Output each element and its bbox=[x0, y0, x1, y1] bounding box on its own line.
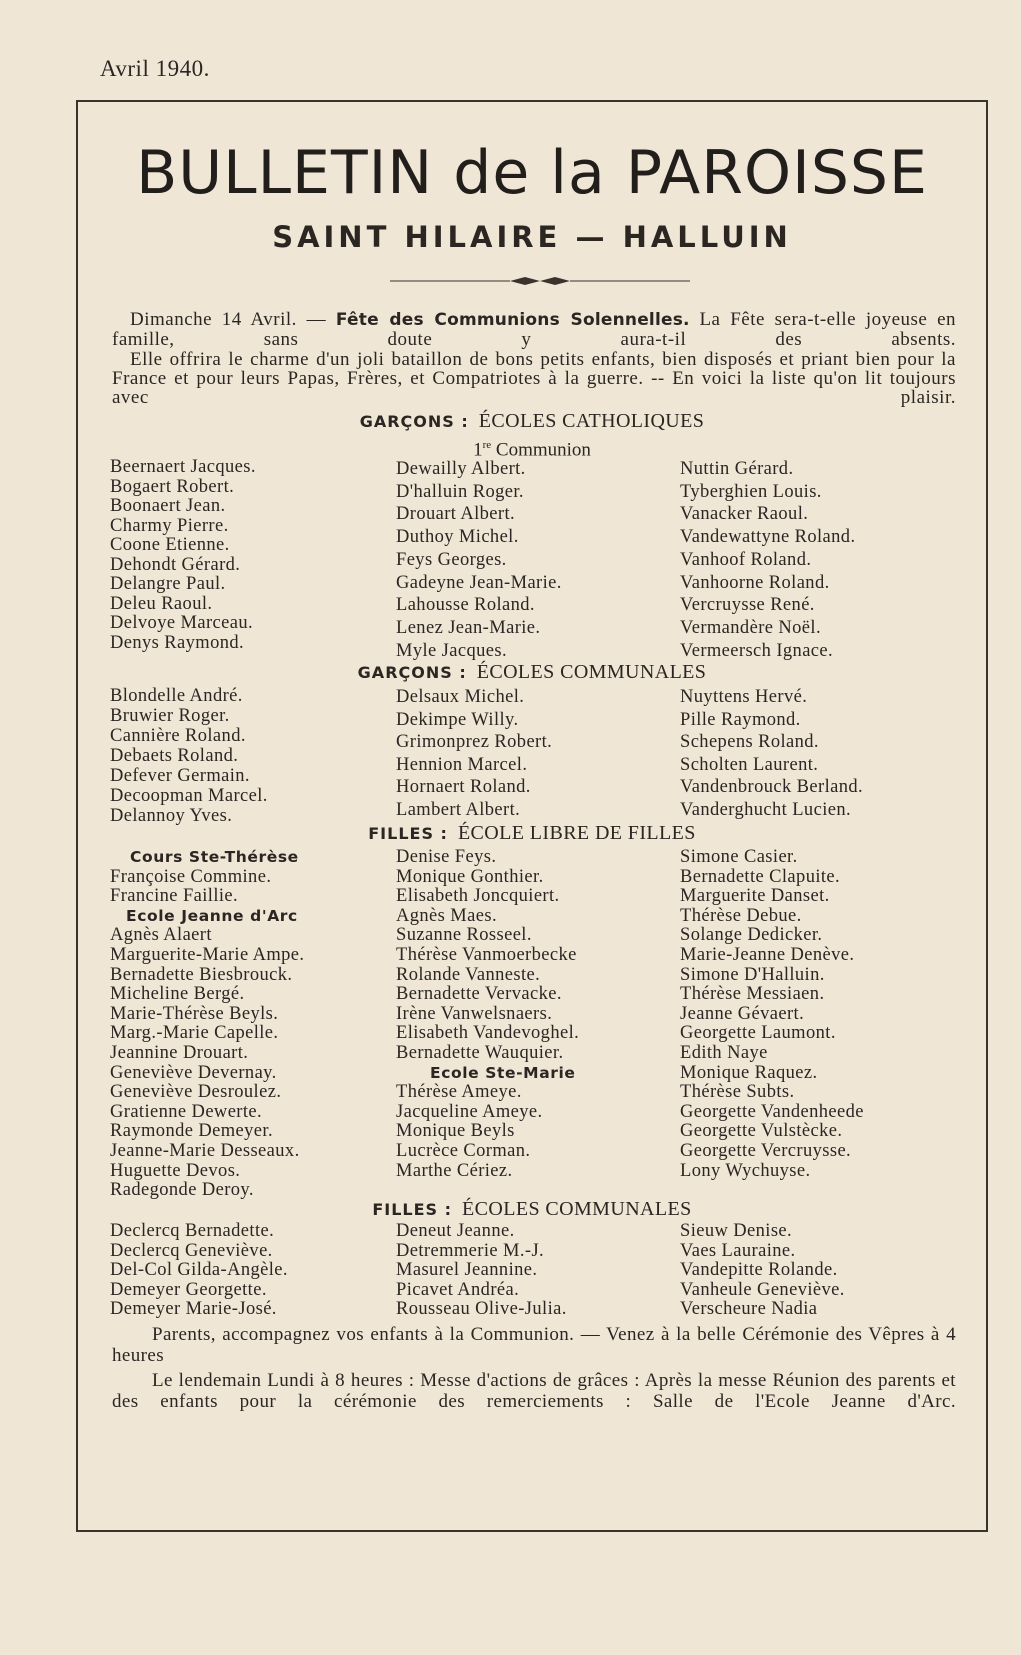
name-entry: Marg.-Marie Capelle. bbox=[110, 1023, 279, 1044]
name-entry: Elisabeth Vandevoghel. bbox=[396, 1023, 580, 1044]
name-entry: Blondelle André. bbox=[110, 686, 243, 706]
name-entry: D'halluin Roger. bbox=[396, 481, 524, 502]
name-entry: Dehondt Gérard. bbox=[110, 554, 241, 575]
names-column bbox=[110, 686, 268, 826]
name-entry: Marie-Jeanne Denève. bbox=[680, 944, 855, 965]
name-entry: Demeyer Marie-José. bbox=[110, 1299, 277, 1320]
section-header-boys-catholic: GARÇONS : ÉCOLES CATHOLIQUES bbox=[359, 410, 705, 432]
name-entry: Defever Germain. bbox=[110, 766, 250, 786]
name-entry: Hennion Marcel. bbox=[396, 754, 528, 775]
name-entry: Myle Jacques. bbox=[396, 640, 508, 661]
name-entry: Huguette Devos. bbox=[110, 1160, 241, 1181]
name-entry: Boonaert Jean. bbox=[110, 496, 226, 516]
name-entry: Cannière Roland. bbox=[110, 726, 246, 746]
names-column bbox=[680, 686, 863, 821]
name-entry: Geneviève Desroulez. bbox=[110, 1082, 282, 1103]
name-entry: Decoopman Marcel. bbox=[110, 786, 268, 806]
name-entry: Monique Raquez. bbox=[680, 1062, 818, 1083]
names-column bbox=[680, 458, 856, 662]
name-entry: Simone Casier. bbox=[680, 847, 798, 867]
name-entry: Lucrèce Corman. bbox=[396, 1140, 531, 1161]
name-entry: Monique Gonthier. bbox=[396, 866, 544, 887]
name-entry: Francine Faillie. bbox=[110, 886, 239, 907]
name-entry: Dewailly Albert. bbox=[396, 459, 526, 479]
name-entry: Vanhoof Roland. bbox=[680, 549, 812, 570]
school-heading: Ecole Ste-Marie bbox=[430, 1063, 576, 1082]
name-entry: Vandewattyne Roland. bbox=[680, 527, 856, 548]
name-entry: Bernadette Clapuite. bbox=[680, 866, 841, 887]
school-heading: Ecole Jeanne d'Arc bbox=[126, 906, 298, 925]
name-entry: Vercruysse René. bbox=[680, 595, 815, 616]
name-entry: Vermandère Noël. bbox=[680, 617, 821, 638]
name-entry: Radegonde Deroy. bbox=[110, 1180, 254, 1201]
name-entry: Drouart Albert. bbox=[396, 504, 516, 525]
name-entry: Bernadette Biesbrouck. bbox=[110, 964, 293, 985]
name-entry: Gratienne Dewerte. bbox=[110, 1101, 263, 1122]
name-entry: Agnès Maes. bbox=[396, 905, 497, 926]
name-entry: Vanderghucht Lucien. bbox=[680, 799, 852, 820]
name-entry: Georgette Vandenheede bbox=[680, 1101, 864, 1122]
names-column bbox=[680, 1222, 845, 1320]
name-entry: Edith Naye bbox=[680, 1042, 768, 1063]
name-entry: Georgette Vulstècke. bbox=[680, 1121, 843, 1142]
name-entry: Thérèse Subts. bbox=[680, 1082, 795, 1103]
name-entry: Lambert Albert. bbox=[396, 799, 521, 820]
name-entry: Delvoye Marceau. bbox=[110, 613, 254, 633]
divider-ornament bbox=[390, 273, 690, 289]
name-entry: Nuttin Gérard. bbox=[680, 459, 794, 479]
name-entry: Thérèse Debue. bbox=[680, 905, 802, 926]
name-entry: Raymonde Demeyer. bbox=[110, 1121, 273, 1142]
name-entry: Marguerite-Marie Ampe. bbox=[110, 944, 305, 965]
name-entry: Jeanne-Marie Desseaux. bbox=[110, 1140, 300, 1161]
name-entry: Marthe Cériez. bbox=[396, 1160, 513, 1181]
name-entry: Declercq Bernadette. bbox=[110, 1221, 275, 1241]
closing-paragraph-2: Le lendemain Lundi à 8 heures : Messe d'actions de grâces : Après la messe Réunion des parents et des enfants pour la cérémonie des remerciements : Salle de l'Ecole Jeanne d'Arc. bbox=[112, 1370, 956, 1412]
name-entry: Bruwier Roger. bbox=[110, 706, 230, 726]
names-column bbox=[396, 848, 579, 1181]
name-entry: Dekimpe Willy. bbox=[396, 709, 519, 730]
names-column bbox=[110, 848, 304, 1201]
names-column bbox=[110, 1222, 288, 1320]
names-column bbox=[110, 458, 256, 653]
name-entry: Irène Vanwelsnaers. bbox=[396, 1003, 553, 1024]
name-entry: Lony Wychuyse. bbox=[680, 1160, 811, 1181]
name-entry: Deleu Raoul. bbox=[110, 593, 213, 614]
name-entry: Vanacker Raoul. bbox=[680, 504, 809, 525]
closing-text bbox=[112, 1324, 956, 1412]
name-entry: Thérèse Vanmoerbecke bbox=[396, 944, 577, 965]
name-entry: Debaets Roland. bbox=[110, 746, 239, 766]
name-entry: Grimonprez Robert. bbox=[396, 732, 553, 752]
name-entry: Marguerite Danset. bbox=[680, 886, 830, 907]
name-entry: Marie-Thérèse Beyls. bbox=[110, 1003, 279, 1024]
name-entry: Verscheure Nadia bbox=[680, 1299, 818, 1320]
name-entry: Georgette Vercruysse. bbox=[680, 1140, 852, 1161]
name-entry: Jeannine Drouart. bbox=[110, 1042, 249, 1063]
name-entry: Lahousse Roland. bbox=[396, 595, 535, 616]
names-column bbox=[680, 848, 864, 1181]
name-entry: Vermeersch Ignace. bbox=[680, 640, 834, 661]
name-entry: Del-Col Gilda-Angèle. bbox=[110, 1260, 288, 1281]
name-entry: Rousseau Olive-Julia. bbox=[396, 1299, 567, 1320]
name-entry: Gadeyne Jean-Marie. bbox=[396, 572, 562, 593]
name-entry: Jacqueline Ameye. bbox=[396, 1101, 543, 1122]
name-entry: Vanheule Geneviève. bbox=[680, 1279, 845, 1300]
name-entry: Pille Raymond. bbox=[680, 709, 801, 730]
intro-paragraph-1: Dimanche 14 Avril. — Fête des Communions Solennelles. La Fête sera-t-elle joyeuse en famille, sans doute y aura-t-il des absents. bbox=[112, 309, 957, 351]
name-entry: Bernadette Vervacke. bbox=[396, 984, 562, 1005]
name-entry: Charmy Pierre. bbox=[110, 515, 229, 536]
intro-paragraph-2: Elle offrira le charme d'un joli bataillon de bons petits enfants, bien disposés et priant bien pour la France et pour leurs Papas, Frères, et Compatriotes à la guerre. -- En voici la liste qu'on lit toujours avec plaisir. bbox=[112, 348, 956, 409]
issue-date: Avril 1940. bbox=[100, 56, 210, 81]
name-entry: Vaes Lauraine. bbox=[680, 1240, 796, 1261]
closing-paragraph-1: Parents, accompagnez vos enfants à la Communion. — Venez à la belle Cérémonie des Vêpres à 4 heures bbox=[112, 1324, 956, 1366]
name-entry: Thérèse Ameye. bbox=[396, 1082, 522, 1103]
name-entry: Hornaert Roland. bbox=[396, 777, 531, 797]
name-entry: Delsaux Michel. bbox=[396, 687, 525, 707]
name-entry: Demeyer Georgette. bbox=[110, 1279, 267, 1300]
name-entry: Françoise Commine. bbox=[110, 866, 272, 887]
names-column bbox=[396, 458, 562, 662]
name-entry: Picavet Andréa. bbox=[396, 1279, 520, 1300]
school-heading: Cours Ste-Thérèse bbox=[130, 848, 299, 866]
name-entry: Rolande Vanneste. bbox=[396, 964, 541, 985]
name-entry: Schepens Roland. bbox=[680, 732, 819, 752]
name-entry: Coone Etienne. bbox=[110, 535, 230, 555]
name-entry: Suzanne Rosseel. bbox=[396, 925, 532, 946]
name-entry: Geneviève Devernay. bbox=[110, 1062, 277, 1083]
name-entry: Feys Georges. bbox=[396, 549, 507, 570]
name-entry: Vandenbrouck Berland. bbox=[680, 777, 864, 797]
name-entry: Masurel Jeannine. bbox=[396, 1260, 538, 1281]
name-entry: Jeanne Gévaert. bbox=[680, 1003, 805, 1024]
name-entry: Micheline Bergé. bbox=[110, 984, 245, 1005]
section-header-girls-private: FILLES : ÉCOLE LIBRE DE FILLES bbox=[368, 822, 696, 844]
name-entry: Tyberghien Louis. bbox=[680, 481, 822, 502]
name-entry: Vanhoorne Roland. bbox=[680, 572, 830, 593]
name-entry: Detremmerie M.-J. bbox=[396, 1240, 545, 1261]
name-entry: Beernaert Jacques. bbox=[110, 457, 256, 477]
section-header-boys-public: GARÇONS : ÉCOLES COMMUNALES bbox=[357, 661, 707, 683]
name-entry: Agnès Alaert bbox=[110, 925, 212, 946]
name-entry: Denys Raymond. bbox=[110, 632, 245, 653]
name-entry: Monique Beyls bbox=[396, 1121, 515, 1142]
bulletin-title: BULLETIN de la PAROISSE bbox=[136, 138, 928, 208]
name-entry: Bogaert Robert. bbox=[110, 476, 235, 497]
intro-text bbox=[112, 310, 956, 407]
section-header-girls-public: FILLES : ÉCOLES COMMUNALES bbox=[372, 1198, 692, 1220]
name-entry: Sieuw Denise. bbox=[680, 1221, 793, 1241]
name-entry: Scholten Laurent. bbox=[680, 754, 819, 775]
names-column bbox=[396, 686, 552, 821]
name-entry: Duthoy Michel. bbox=[396, 527, 519, 548]
name-entry: Elisabeth Joncquiert. bbox=[396, 886, 560, 907]
first-communion-subhead: 1re Communion bbox=[473, 439, 591, 461]
name-entry: Thérèse Messiaen. bbox=[680, 984, 825, 1005]
name-entry: Denise Feys. bbox=[396, 847, 497, 867]
name-entry: Vandepitte Rolande. bbox=[680, 1260, 838, 1281]
name-entry: Simone D'Halluin. bbox=[680, 964, 825, 985]
name-entry: Declercq Geneviève. bbox=[110, 1240, 273, 1261]
name-entry: Lenez Jean-Marie. bbox=[396, 617, 541, 638]
name-entry: Nuyttens Hervé. bbox=[680, 687, 808, 707]
name-entry: Georgette Laumont. bbox=[680, 1023, 836, 1044]
name-entry: Deneut Jeanne. bbox=[396, 1221, 515, 1241]
bulletin-frame bbox=[76, 100, 988, 1532]
name-entry: Delannoy Yves. bbox=[110, 806, 233, 826]
name-entry: Delangre Paul. bbox=[110, 574, 226, 594]
name-entry: Bernadette Wauquier. bbox=[396, 1042, 564, 1063]
parish-subtitle: SAINT HILAIRE — HALLUIN bbox=[272, 220, 792, 254]
names-column bbox=[396, 1222, 567, 1320]
name-entry: Solange Dedicker. bbox=[680, 925, 823, 946]
